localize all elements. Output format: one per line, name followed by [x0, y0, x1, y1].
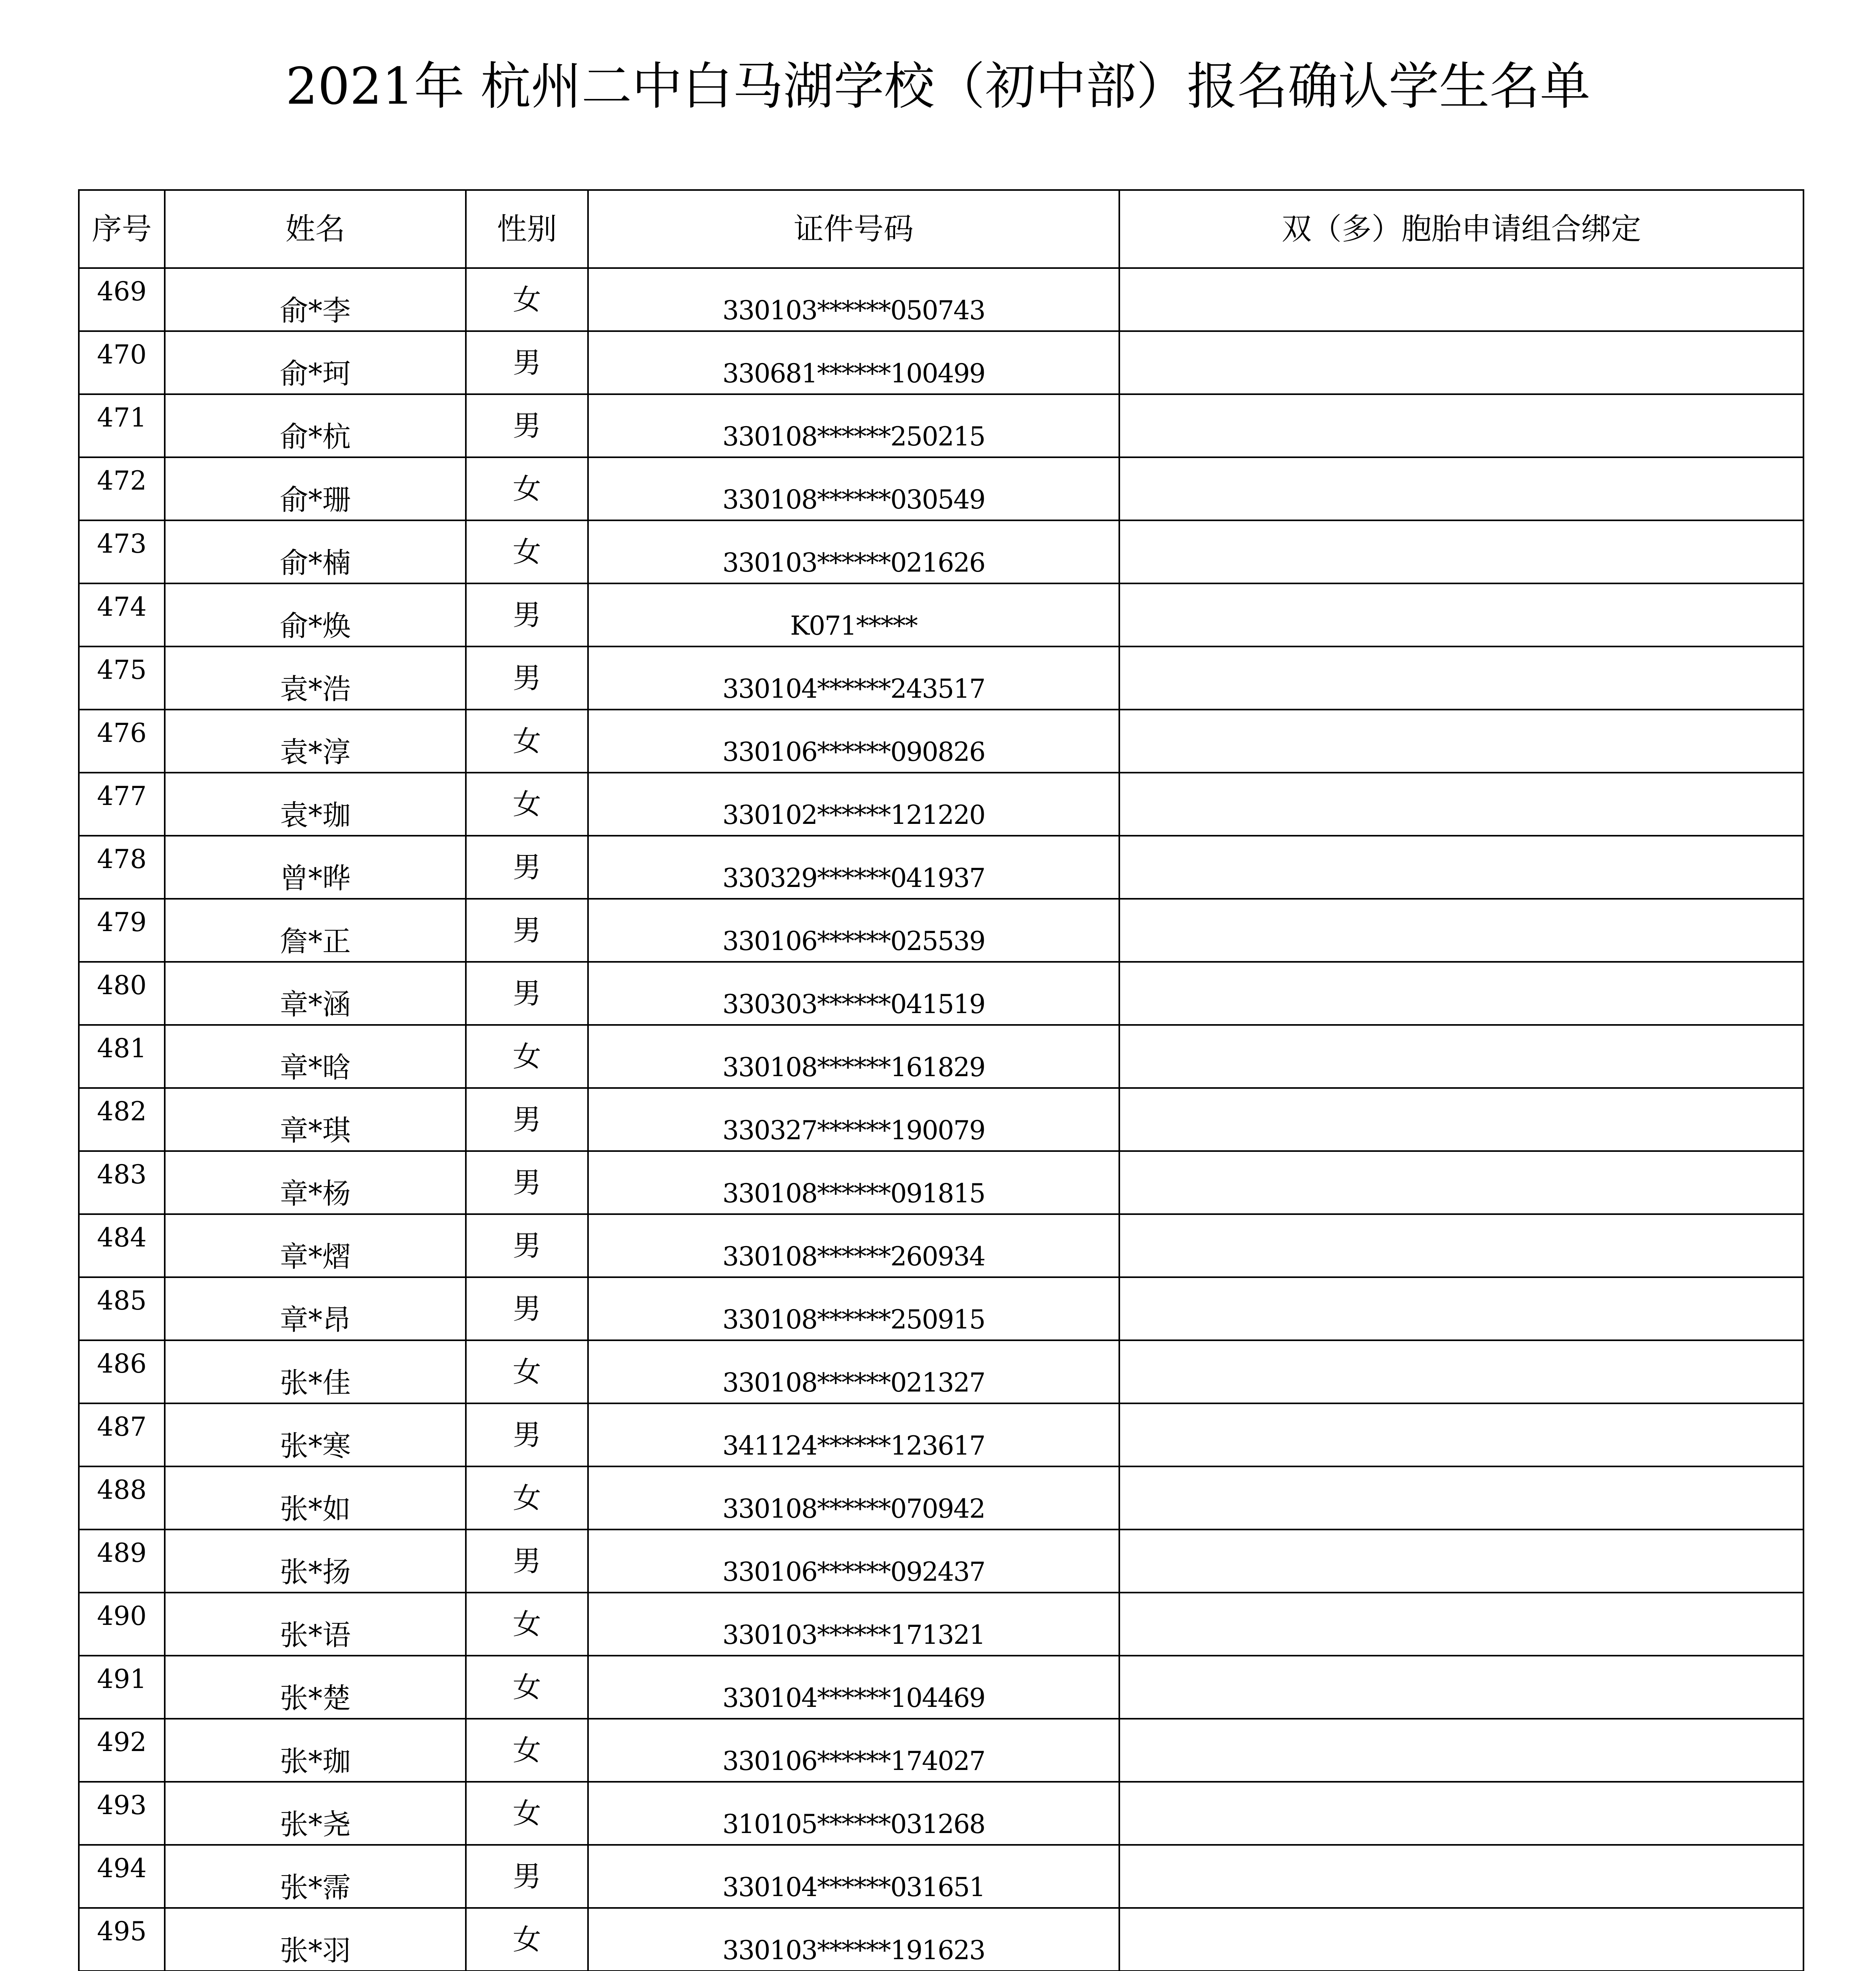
cell-twin-binding: [1119, 1214, 1803, 1277]
cell-id-number: 330102******121220: [588, 773, 1119, 836]
cell-gender: 女: [466, 1908, 588, 1971]
cell-id-number: 330108******030549: [588, 457, 1119, 520]
cell-id-number: 330104******243517: [588, 646, 1119, 710]
cell-id-number: 330108******260934: [588, 1214, 1119, 1277]
cell-twin-binding: [1119, 1719, 1803, 1782]
table-row: [79, 1025, 1803, 1088]
cell-twin-binding: [1119, 773, 1803, 836]
cell-gender: 女: [466, 268, 588, 331]
column-header-gender: 性别: [466, 190, 588, 268]
cell-name: 章*杨: [165, 1151, 466, 1214]
cell-gender: 男: [466, 962, 588, 1025]
table-row: [79, 836, 1803, 899]
roster-table: [78, 189, 1804, 1971]
cell-gender: 男: [466, 331, 588, 394]
cell-gender: 女: [466, 1782, 588, 1845]
table-row: [79, 899, 1803, 962]
cell-gender: 女: [466, 1340, 588, 1403]
cell-id-number: 330327******190079: [588, 1088, 1119, 1151]
table-row: [79, 268, 1803, 331]
table-row: [79, 1782, 1803, 1845]
cell-gender: 女: [466, 710, 588, 773]
cell-id-number: 330104******031651: [588, 1845, 1119, 1908]
cell-number: 483: [79, 1151, 165, 1214]
cell-number: 480: [79, 962, 165, 1025]
table-row: [79, 1151, 1803, 1214]
cell-number: 478: [79, 836, 165, 899]
cell-name: 袁*浩: [165, 646, 466, 710]
cell-id-number: 310105******031268: [588, 1782, 1119, 1845]
cell-id-number: 330108******070942: [588, 1466, 1119, 1529]
cell-twin-binding: [1119, 836, 1803, 899]
cell-number: 472: [79, 457, 165, 520]
cell-name: 曾*晔: [165, 836, 466, 899]
cell-number: 484: [79, 1214, 165, 1277]
cell-number: 470: [79, 331, 165, 394]
table-row: [79, 773, 1803, 836]
cell-name: 张*楚: [165, 1656, 466, 1719]
cell-gender: 女: [466, 1656, 588, 1719]
cell-name: 张*尧: [165, 1782, 466, 1845]
cell-gender: 男: [466, 646, 588, 710]
cell-id-number: 330106******174027: [588, 1719, 1119, 1782]
cell-number: 482: [79, 1088, 165, 1151]
cell-gender: 男: [466, 1529, 588, 1593]
table-row: [79, 962, 1803, 1025]
cell-twin-binding: [1119, 1845, 1803, 1908]
cell-gender: 女: [466, 457, 588, 520]
cell-name: 张*语: [165, 1593, 466, 1656]
cell-name: 俞*杭: [165, 394, 466, 457]
cell-number: 485: [79, 1277, 165, 1340]
cell-gender: 女: [466, 1466, 588, 1529]
cell-name: 章*昂: [165, 1277, 466, 1340]
table-row: [79, 1214, 1803, 1277]
cell-id-number: 330106******092437: [588, 1529, 1119, 1593]
cell-gender: 男: [466, 836, 588, 899]
cell-gender: 女: [466, 1593, 588, 1656]
table-body: [79, 268, 1803, 1971]
cell-twin-binding: [1119, 1466, 1803, 1529]
table-row: [79, 1908, 1803, 1971]
cell-name: 章*涵: [165, 962, 466, 1025]
table-row: [79, 1340, 1803, 1403]
cell-name: 俞*楠: [165, 520, 466, 583]
cell-id-number: 330108******021327: [588, 1340, 1119, 1403]
table-row: [79, 394, 1803, 457]
cell-twin-binding: [1119, 1340, 1803, 1403]
table-row: [79, 646, 1803, 710]
cell-name: 章*晗: [165, 1025, 466, 1088]
cell-name: 俞*珂: [165, 331, 466, 394]
cell-name: 俞*珊: [165, 457, 466, 520]
cell-twin-binding: [1119, 268, 1803, 331]
table-row: [79, 1403, 1803, 1466]
cell-number: 491: [79, 1656, 165, 1719]
cell-name: 詹*正: [165, 899, 466, 962]
cell-id-number: 330106******090826: [588, 710, 1119, 773]
cell-number: 474: [79, 583, 165, 646]
cell-id-number: 330103******021626: [588, 520, 1119, 583]
cell-number: 488: [79, 1466, 165, 1529]
cell-gender: 男: [466, 394, 588, 457]
page-title: 2021年 杭州二中白马湖学校（初中部）报名确认学生名单: [285, 57, 1591, 116]
cell-twin-binding: [1119, 1403, 1803, 1466]
column-header-name: 姓名: [165, 190, 466, 268]
cell-gender: 男: [466, 1088, 588, 1151]
cell-id-number: 330108******161829: [588, 1025, 1119, 1088]
cell-number: 493: [79, 1782, 165, 1845]
cell-gender: 女: [466, 773, 588, 836]
column-header-number: 序号: [79, 190, 165, 268]
cell-gender: 男: [466, 1214, 588, 1277]
cell-name: 袁*淳: [165, 710, 466, 773]
table-row: [79, 583, 1803, 646]
cell-twin-binding: [1119, 710, 1803, 773]
cell-id-number: 330303******041519: [588, 962, 1119, 1025]
cell-twin-binding: [1119, 899, 1803, 962]
column-header-twin-binding: 双（多）胞胎申请组合绑定: [1119, 190, 1803, 268]
cell-twin-binding: [1119, 1025, 1803, 1088]
table-row: [79, 1466, 1803, 1529]
cell-number: 477: [79, 773, 165, 836]
cell-number: 494: [79, 1845, 165, 1908]
cell-number: 487: [79, 1403, 165, 1466]
cell-twin-binding: [1119, 394, 1803, 457]
cell-number: 489: [79, 1529, 165, 1593]
cell-twin-binding: [1119, 1088, 1803, 1151]
cell-gender: 男: [466, 1151, 588, 1214]
cell-gender: 女: [466, 520, 588, 583]
cell-name: 俞*焕: [165, 583, 466, 646]
cell-name: 张*佳: [165, 1340, 466, 1403]
cell-id-number: 330108******250215: [588, 394, 1119, 457]
cell-id-number: 330108******250915: [588, 1277, 1119, 1340]
cell-twin-binding: [1119, 1782, 1803, 1845]
cell-twin-binding: [1119, 646, 1803, 710]
cell-gender: 男: [466, 583, 588, 646]
cell-number: 471: [79, 394, 165, 457]
table-row: [79, 1529, 1803, 1593]
cell-twin-binding: [1119, 1908, 1803, 1971]
cell-id-number: 330103******050743: [588, 268, 1119, 331]
cell-id-number: 330108******091815: [588, 1151, 1119, 1214]
table-row: [79, 1845, 1803, 1908]
cell-number: 479: [79, 899, 165, 962]
cell-twin-binding: [1119, 331, 1803, 394]
cell-twin-binding: [1119, 457, 1803, 520]
cell-twin-binding: [1119, 1593, 1803, 1656]
cell-number: 490: [79, 1593, 165, 1656]
cell-id-number: 330103******191623: [588, 1908, 1119, 1971]
cell-number: 486: [79, 1340, 165, 1403]
cell-name: 张*扬: [165, 1529, 466, 1593]
cell-gender: 女: [466, 1719, 588, 1782]
cell-name: 章*熠: [165, 1214, 466, 1277]
cell-id-number: 330106******025539: [588, 899, 1119, 962]
table-row: [79, 331, 1803, 394]
cell-twin-binding: [1119, 1151, 1803, 1214]
cell-id-number: K071*****: [588, 583, 1119, 646]
cell-name: 张*羽: [165, 1908, 466, 1971]
cell-gender: 男: [466, 1277, 588, 1340]
cell-number: 473: [79, 520, 165, 583]
table-row: [79, 1088, 1803, 1151]
cell-twin-binding: [1119, 1277, 1803, 1340]
cell-name: 俞*李: [165, 268, 466, 331]
cell-gender: 男: [466, 899, 588, 962]
cell-name: 张*寒: [165, 1403, 466, 1466]
table-row: [79, 520, 1803, 583]
cell-gender: 女: [466, 1025, 588, 1088]
cell-number: 469: [79, 268, 165, 331]
cell-number: 495: [79, 1908, 165, 1971]
cell-number: 492: [79, 1719, 165, 1782]
cell-twin-binding: [1119, 520, 1803, 583]
table-row: [79, 1656, 1803, 1719]
cell-name: 张*珈: [165, 1719, 466, 1782]
table-header-row: [79, 190, 1803, 268]
cell-id-number: 341124******123617: [588, 1403, 1119, 1466]
cell-twin-binding: [1119, 583, 1803, 646]
cell-name: 张*如: [165, 1466, 466, 1529]
cell-id-number: 330329******041937: [588, 836, 1119, 899]
cell-name: 张*霈: [165, 1845, 466, 1908]
cell-name: 袁*珈: [165, 773, 466, 836]
cell-name: 章*琪: [165, 1088, 466, 1151]
table-row: [79, 1719, 1803, 1782]
cell-number: 476: [79, 710, 165, 773]
cell-id-number: 330104******104469: [588, 1656, 1119, 1719]
cell-twin-binding: [1119, 962, 1803, 1025]
cell-gender: 男: [466, 1403, 588, 1466]
cell-gender: 男: [466, 1845, 588, 1908]
cell-id-number: 330681******100499: [588, 331, 1119, 394]
cell-id-number: 330103******171321: [588, 1593, 1119, 1656]
column-header-id-number: 证件号码: [588, 190, 1119, 268]
table-row: [79, 710, 1803, 773]
table-row: [79, 1593, 1803, 1656]
cell-twin-binding: [1119, 1656, 1803, 1719]
cell-number: 475: [79, 646, 165, 710]
cell-number: 481: [79, 1025, 165, 1088]
table-row: [79, 457, 1803, 520]
cell-twin-binding: [1119, 1529, 1803, 1593]
table-row: [79, 1277, 1803, 1340]
